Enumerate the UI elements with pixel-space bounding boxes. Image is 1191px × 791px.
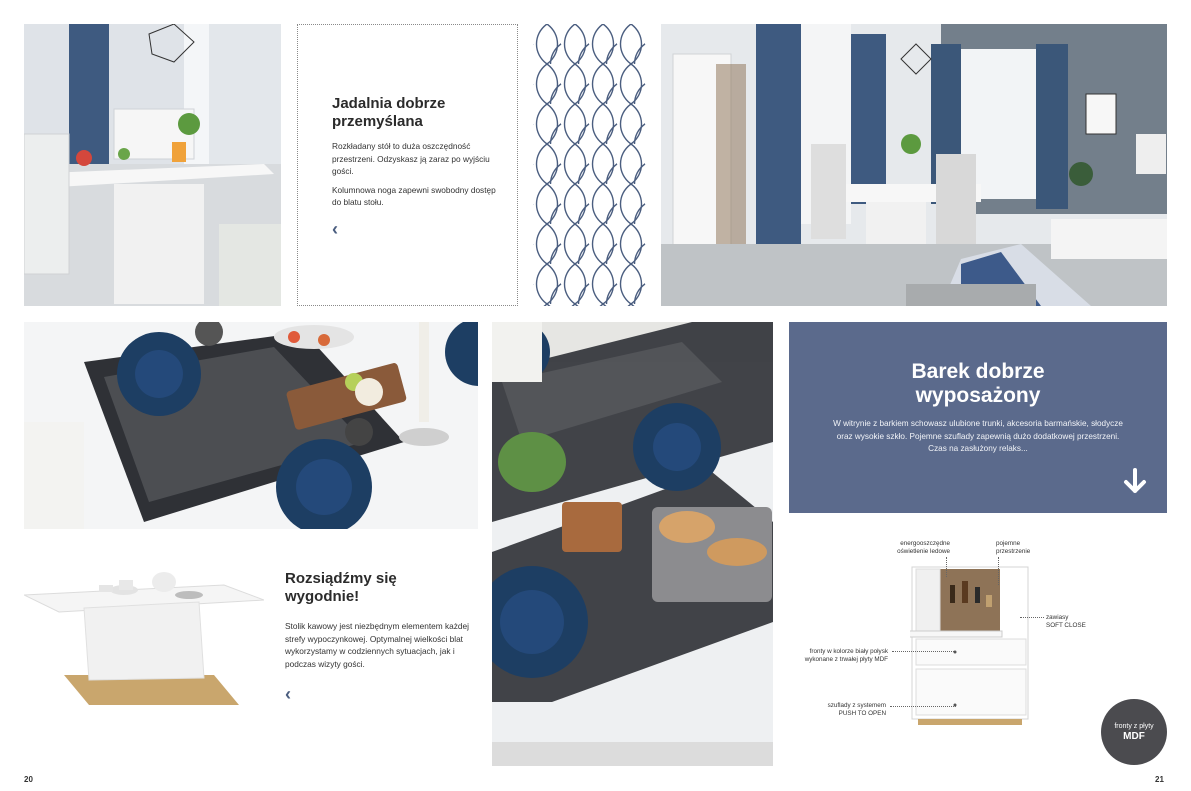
page-number-left: 20 [24, 775, 33, 784]
coffee-text-box [285, 570, 485, 705]
dining-room-photo [24, 24, 281, 306]
chevron-left-icon[interactable]: ‹ [285, 684, 291, 704]
arrow-down-icon[interactable] [1121, 467, 1149, 495]
callout-space-line [998, 557, 999, 585]
dining-heading: Jadalnia dobrze przemyślana [332, 95, 446, 130]
callout-fronts-line [892, 651, 954, 652]
mdf-badge: fronty z płyty MDF [1101, 699, 1167, 765]
callout-fronts: fronty w kolorze biały połysk wykonane z trwałej płyty MDF [804, 648, 888, 663]
dining-text-box [297, 24, 518, 306]
living-room-photo [661, 24, 1167, 306]
coffee-table-photo [24, 550, 264, 720]
callout-lighting: energooszczędne oświetlenie ledowe [897, 540, 950, 555]
callout-lighting-line [946, 557, 947, 577]
page-number-right: 21 [1155, 775, 1164, 784]
bar-cabinet-diagram [910, 565, 1030, 745]
callout-hinges: zawiasy SOFT CLOSE [1046, 614, 1086, 629]
callout-drawers-line [890, 706, 956, 707]
callout-space: pojemne przestrzenie [996, 540, 1031, 555]
bar-cabinet-info-panel [789, 322, 1167, 513]
table-setting-photo [24, 322, 478, 529]
coffee-paragraph: Stolik kawowy jest niezbędnym elementem każdej strefy wypoczynkowej. Optymalnej wielkości blat wykorzystamy w codziennych sytuacjach, jak i podczas wizyty gości. [285, 621, 469, 669]
bar-heading: Barek dobrze wyposażony [911, 360, 1045, 407]
callout-drawers: szuflady z systemem PUSH TO OPEN [827, 702, 886, 717]
dining-paragraph-2: Kolumnowa noga zapewni swobodny dostęp do blatu stołu. [332, 184, 496, 207]
table-setting-closeup-photo [492, 322, 773, 766]
dining-paragraph-1: Rozkładany stół to duża oszczędność przestrzeni. Odzyskasz ją zaraz po wyjściu gości. [332, 141, 490, 176]
bar-paragraph: W witrynie z barkiem schowasz ulubione trunki, akcesoria barmańskie, słodycze oraz wysokie szkło. Pojemne szuflady zapewnią dużo dodatkowej przestrzeni. Czas na zasłużony relaks... [833, 419, 1123, 453]
chevron-left-icon[interactable]: ‹ [332, 218, 338, 239]
callout-hinges-line [1020, 617, 1044, 618]
decorative-pattern [533, 24, 646, 306]
coffee-heading: Rozsiądźmy się wygodnie! [285, 570, 397, 605]
